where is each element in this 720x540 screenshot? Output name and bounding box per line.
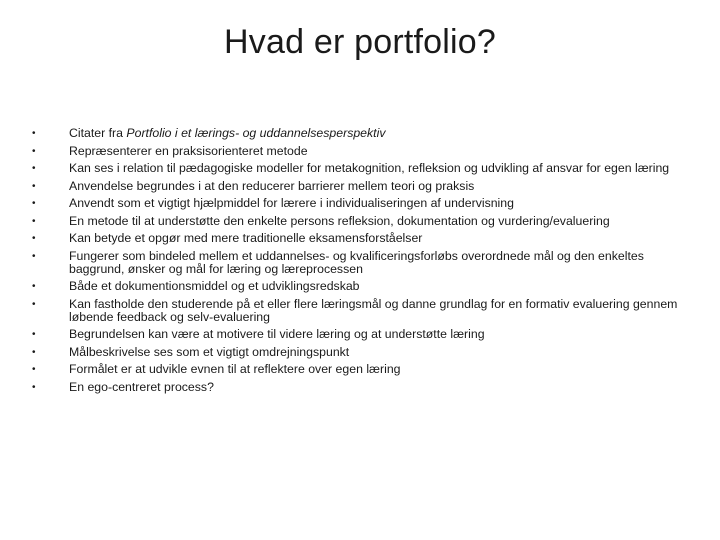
bullet-item xyxy=(32,145,682,158)
slide-title: Hvad er portfolio? xyxy=(224,23,496,61)
bullet-dot-icon: • xyxy=(32,233,36,244)
bullet-item xyxy=(32,232,682,245)
bullet-item xyxy=(32,162,682,175)
bullet-item xyxy=(32,180,682,193)
bullet-item xyxy=(32,363,682,376)
bullet-text: Formålet er at udvikle evnen til at reflektere over egen læring xyxy=(69,362,401,377)
bullet-text: Målbeskrivelse ses som et vigtigt omdrejningspunkt xyxy=(69,344,350,359)
bullet-dot-icon: • xyxy=(32,346,36,358)
bullet-dot-icon: • xyxy=(32,329,36,341)
bullet-dot-icon: • xyxy=(32,364,36,376)
bullet-dot-icon: • xyxy=(32,198,36,209)
bullet-dot-icon: • xyxy=(32,250,36,262)
bullet-text: En metode til at understøtte den enkelte persons refleksion, dokumentation og vurdering/evaluering xyxy=(69,213,610,228)
bullet-dot-icon: • xyxy=(32,163,36,174)
bullet-text: Anvendt som et vigtigt hjælpmiddel for lærere i individualiseringen af undervisning xyxy=(69,196,514,210)
bullet-item xyxy=(32,298,682,324)
bullet-dot-icon: • xyxy=(32,180,36,192)
bullet-text: Kan fastholde den studerende på et eller flere læringsmål og danne grundlag for en formativ evaluering gennem løbende feedback og selv-evaluering xyxy=(69,296,678,324)
bullet-dot-icon: • xyxy=(32,381,36,393)
bullet-item xyxy=(32,215,682,228)
bullet-text: Fungerer som bindeled mellem et uddannelses- og kvalificeringsforløbs overordnede mål og den enkeltes baggrund, ønsker og mål for læring og læreprocessen xyxy=(69,248,644,276)
bullet-item xyxy=(32,250,682,276)
bullet-text: Citater fra Portfolio i et lærings- og uddannelsesperspektiv xyxy=(69,126,386,140)
bullet-item xyxy=(32,280,682,293)
bullet-dot-icon: • xyxy=(32,145,36,157)
bullet-item xyxy=(32,197,682,210)
bullet-dot-icon: • xyxy=(32,281,36,293)
bullet-dot-icon: • xyxy=(32,298,36,310)
bullet-text: Kan ses i relation til pædagogiske modeller for metakognition, refleksion og udvikling af ansvar for egen læring xyxy=(69,161,670,175)
bullet-text: En ego-centreret process? xyxy=(69,379,214,394)
bullet-dot-icon: • xyxy=(32,215,36,227)
bullet-text: Anvendelse begrundes i at den reducerer barrierer mellem teori og praksis xyxy=(69,178,475,193)
bullet-text: Begrundelsen kan være at motivere til videre læring og at understøtte læring xyxy=(69,327,485,342)
bullet-text: Både et dokumentionsmiddel og et udviklingsredskab xyxy=(69,279,360,294)
bullet-dot-icon: • xyxy=(32,128,36,139)
bullet-text: Kan betyde et opgør med mere traditionelle eksamensforståelser xyxy=(69,231,423,245)
bullet-item xyxy=(32,127,682,140)
bullet-item xyxy=(32,346,682,359)
bullet-item xyxy=(32,328,682,341)
bullet-item xyxy=(32,381,682,394)
bullet-text: Repræsenterer en praksisorienteret metode xyxy=(69,143,308,158)
bullet-list xyxy=(32,127,682,398)
